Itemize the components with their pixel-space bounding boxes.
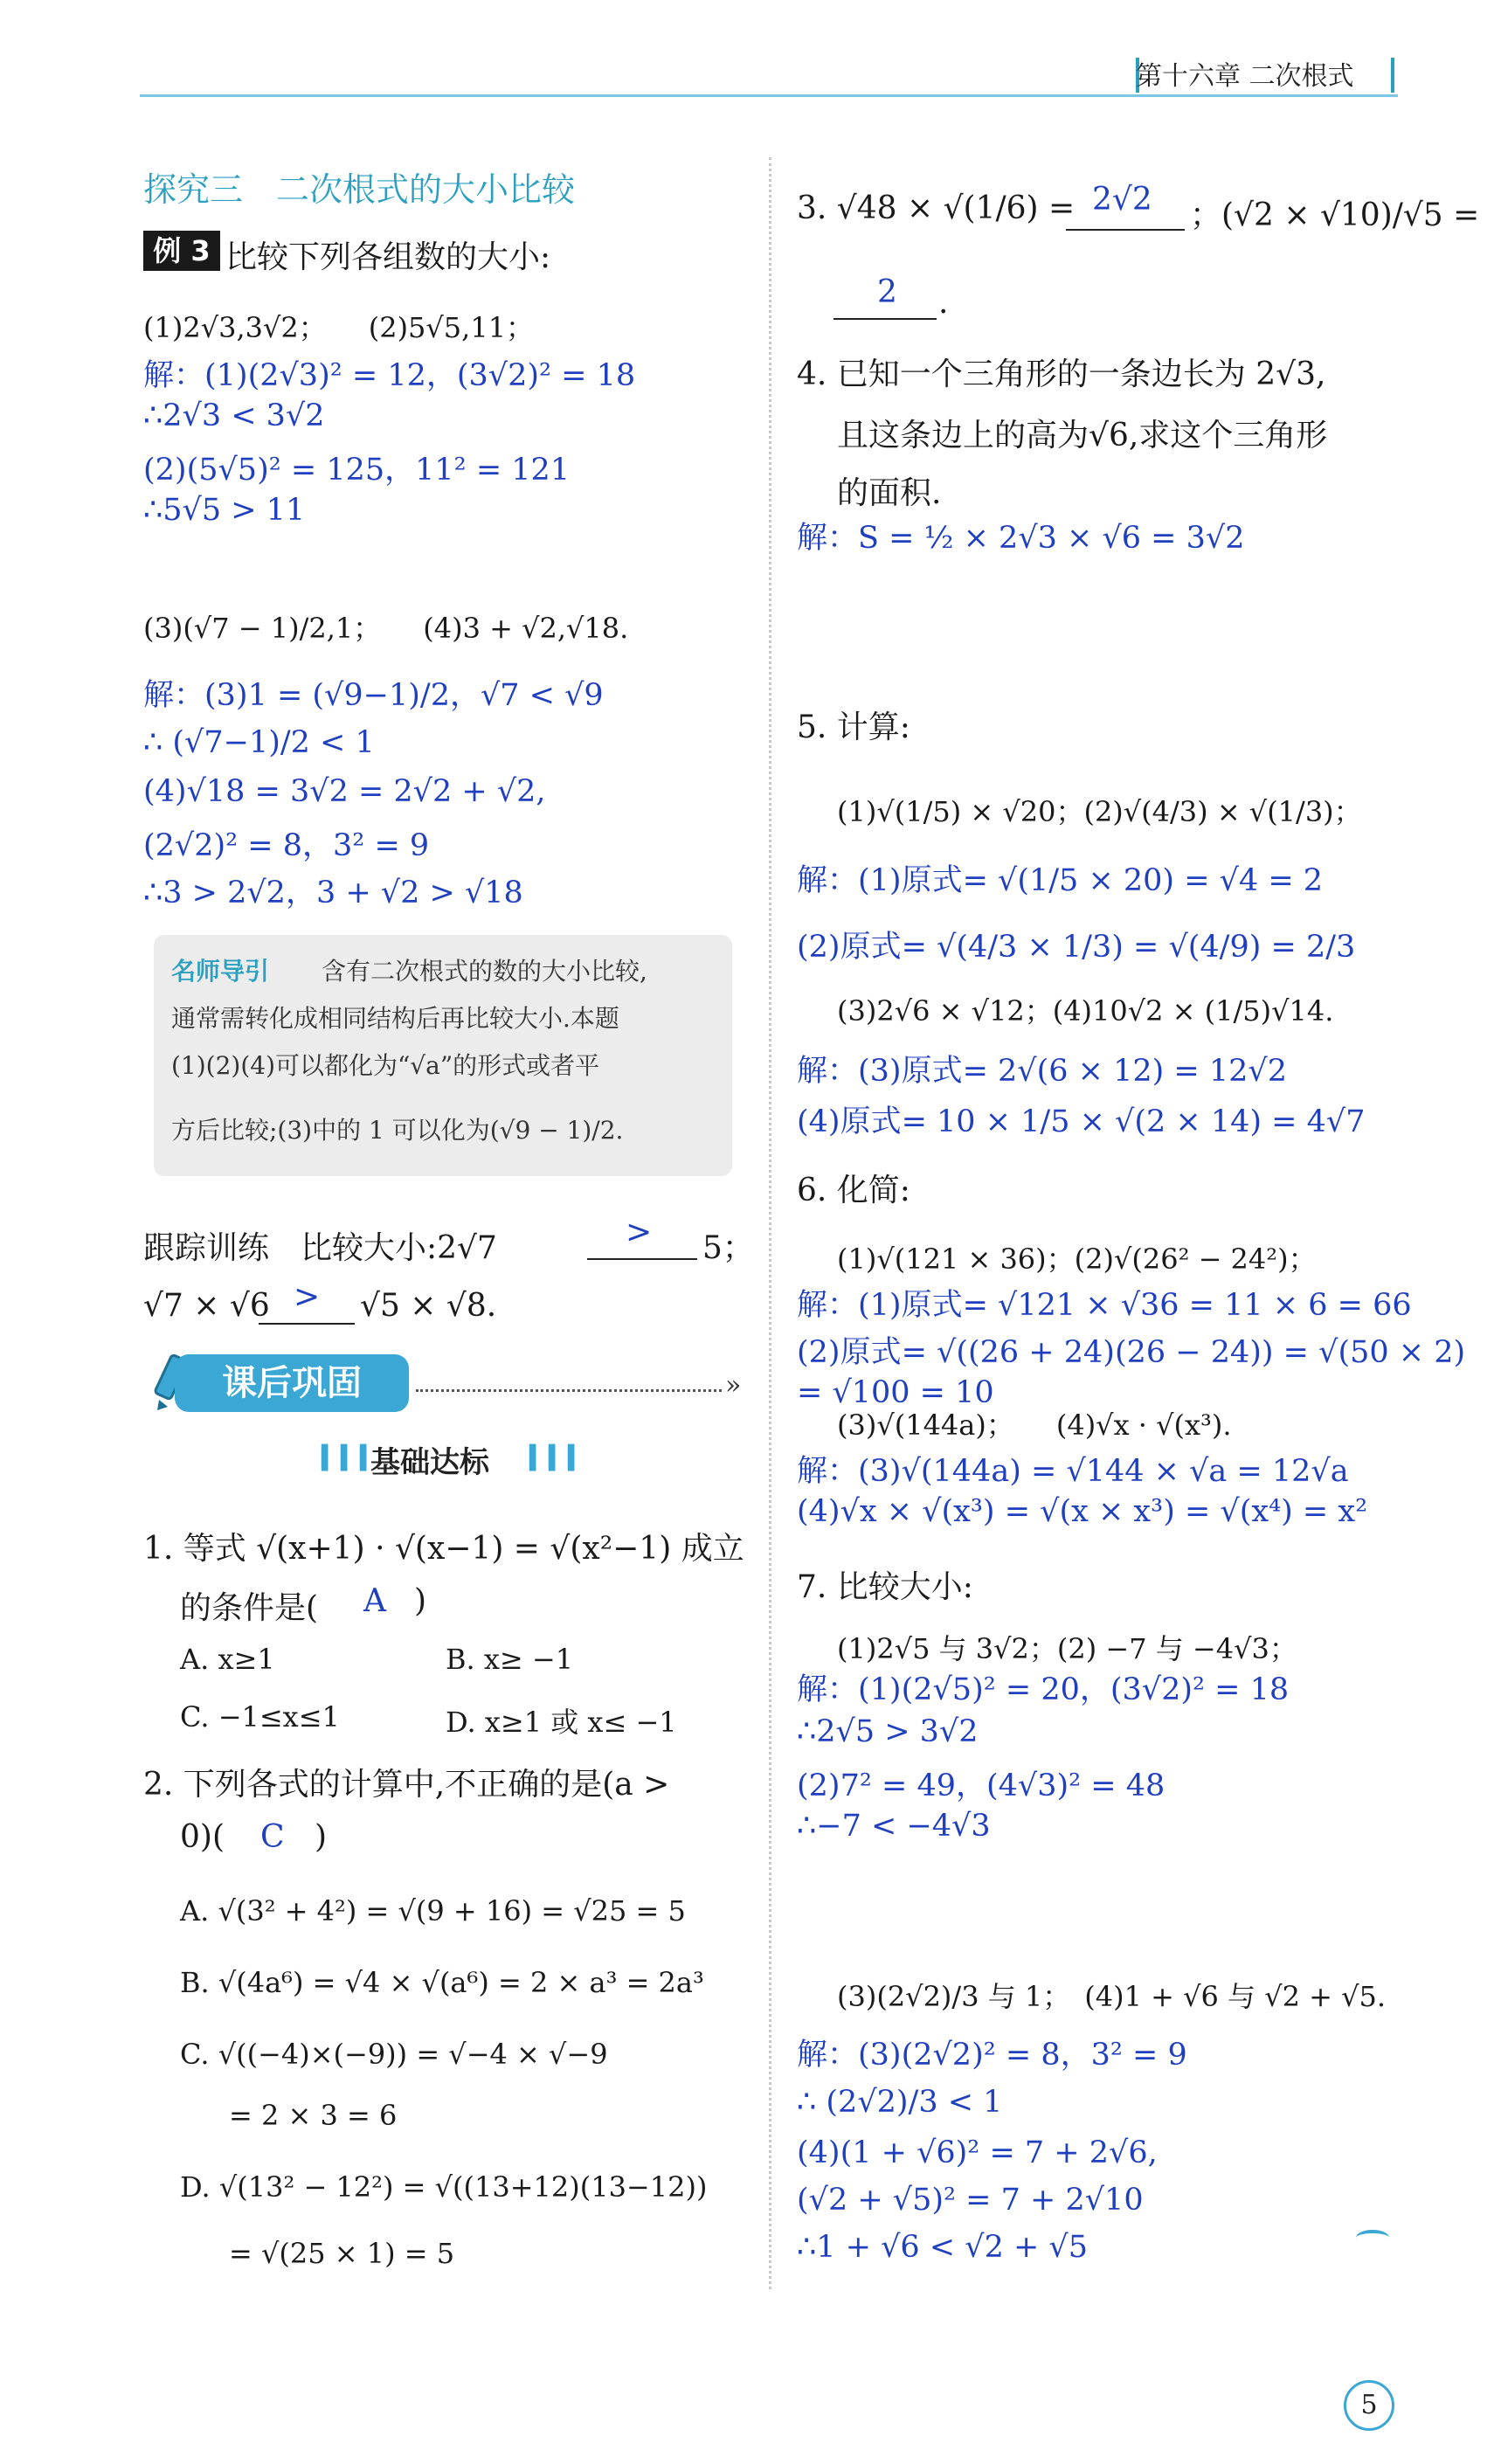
option-a: A. x≥1 <box>180 1643 275 1676</box>
tracking-line-2-suffix: √5 × √8. <box>360 1288 497 1324</box>
solution-line: (√2 + √5)² = 7 + 2√10 <box>797 2183 1144 2218</box>
option-b: B. √(4a⁶) = √4 × √(a⁶) = 2 × a³ = 2a³ <box>180 1966 704 1999</box>
question-1-stem: 1. 等式 √(x+1) · √(x−1) = √(x²−1) 成立 <box>143 1531 744 1567</box>
solution-line: 解：(3)√(144a) = √144 × √a = 12√a <box>797 1454 1349 1489</box>
solution-line: 解：(1)原式= √121 × √36 = 11 × 6 = 66 <box>797 1288 1412 1323</box>
solution-line: (4)(1 + √6)² = 7 + 2√6, <box>797 2135 1158 2170</box>
heading-bars-icon: ▍▍▍ <box>529 1445 587 1471</box>
solution-line: = √100 = 10 <box>797 1375 994 1410</box>
tip-line: 含有二次根式的数的大小比较, <box>322 957 647 986</box>
tip-line: (1)(2)(4)可以都化为“√a”的形式或者平 <box>171 1051 600 1080</box>
question-4-line: 且这条边上的高为√6,求这个三角形 <box>837 418 1328 453</box>
tracking-answer-2: > <box>294 1279 321 1315</box>
chevron-right-icon: » <box>725 1370 742 1401</box>
column-divider <box>769 157 771 2289</box>
solution-line: ∴3 > 2√2，3 + √2 > √18 <box>143 876 523 910</box>
question-2-stem: 2. 下列各式的计算中,不正确的是(a > <box>143 1767 670 1803</box>
solution-line: 解：(1)原式= √(1/5 × 20) = √4 = 2 <box>797 863 1324 898</box>
answer-blank <box>587 1258 697 1260</box>
after-class-banner: 课后巩固 <box>175 1354 409 1412</box>
solution-line: ∴−7 < −4√3 <box>797 1809 991 1844</box>
solution-line: 解：(1)(2√3)² = 12，(3√2)² = 18 <box>143 358 636 393</box>
option-c: C. √((−4)×(−9)) = √−4 × √−9 <box>180 2038 608 2071</box>
example-question-1-2: (1)2√3,3√2； (2)5√5,11； <box>143 311 535 344</box>
page-number: 5 <box>1344 2380 1394 2431</box>
option-b: B. x≥ −1 <box>446 1643 574 1676</box>
tracking-answer-1: > <box>626 1215 653 1250</box>
question-1-stem: 的条件是( <box>180 1590 319 1626</box>
option-c: C. −1≤x≤1 <box>180 1700 340 1734</box>
chapter-title: 第十六章 二次根式 <box>1136 61 1354 92</box>
question-6-items-3-4: (3)√(144a)； (4)√x · √(x³). <box>837 1408 1232 1442</box>
solution-line: ∴1 + √6 < √2 + √5 <box>797 2230 1088 2265</box>
question-6-items-1-2: (1)√(121 × 36)；(2)√(26² − 24²)； <box>837 1242 1317 1276</box>
section-title: 探究三 二次根式的大小比较 <box>143 170 576 209</box>
question-5-title: 5. 计算: <box>797 709 910 745</box>
example-question-3-4: (3)(√7 − 1)/2,1； (4)3 + √2,√18. <box>143 612 629 645</box>
solution-line: (4)√18 = 3√2 = 2√2 + √2, <box>143 774 546 809</box>
solution-line: (4)原式= 10 × 1/5 × √(2 × 14) = 4√7 <box>797 1104 1366 1139</box>
header-rule <box>140 94 1398 97</box>
question-6-title: 6. 化简: <box>797 1173 910 1208</box>
solution-line: ∴5√5 > 11 <box>143 493 306 528</box>
tip-line: 方后比较;(3)中的 1 可以化为(√9 − 1)/2. <box>171 1116 624 1145</box>
question-5-items-1-2: (1)√(1/5) × √20；(2)√(4/3) × √(1/3)； <box>837 795 1362 828</box>
question-7-items-3-4: (3)(2√2)/3 与 1； (4)1 + √6 与 √2 + √5. <box>837 1980 1387 2013</box>
option-a: A. √(3² + 4²) = √(9 + 16) = √25 = 5 <box>180 1894 686 1928</box>
basic-goal-title: 基础达标 <box>370 1445 489 1480</box>
question-5-items-3-4: (3)2√6 × √12；(4)10√2 × (1/5)√14. <box>837 994 1334 1028</box>
solution-line: (2√2)² = 8，3² = 9 <box>143 828 430 863</box>
option-c-result: = 2 × 3 = 6 <box>229 2099 398 2132</box>
option-d-result: = √(25 × 1) = 5 <box>229 2237 455 2270</box>
solution-line: 解：(3)原式= 2√(6 × 12) = 12√2 <box>797 1054 1287 1089</box>
question-3-answer-1: 2√2 <box>1092 182 1152 218</box>
solution-line: ∴2√5 > 3√2 <box>797 1714 979 1749</box>
solution-line: (2)原式= √(4/3 × 1/3) = √(4/9) = 2/3 <box>797 930 1356 965</box>
tracking-line-1-prefix: 跟踪训练 比较大小:2√7 <box>143 1230 497 1266</box>
question-2-stem: 0)( <box>180 1819 225 1855</box>
solution-line: (4)√x × √(x³) = √(x × x³) = √(x⁴) = x² <box>797 1494 1368 1529</box>
question-7-items-1-2: (1)2√5 与 3√2；(2) −7 与 −4√3； <box>837 1632 1297 1665</box>
tracking-line-1-suffix: 5； <box>702 1230 754 1266</box>
question-7-title: 7. 比较大小: <box>797 1569 973 1605</box>
solution-line: 解：(1)(2√5)² = 20，(3√2)² = 18 <box>797 1672 1290 1707</box>
solution-line: 解：(3)1 = (√9−1)/2，√7 < √9 <box>143 678 604 713</box>
solution-line: (2)原式= √((26 + 24)(26 − 24)) = √(50 × 2) <box>797 1335 1466 1370</box>
question-1-answer: A <box>363 1583 386 1619</box>
header-accent-bar <box>1391 58 1394 93</box>
banner-dotted-line <box>416 1389 722 1392</box>
question-3-end: . <box>938 285 949 321</box>
heading-bars-icon: ▍▍▍ <box>322 1445 379 1471</box>
question-2-close: ) <box>315 1819 328 1855</box>
option-d: D. x≥1 或 x≤ −1 <box>446 1706 677 1739</box>
question-1-close: ) <box>414 1583 427 1619</box>
decorative-arc <box>1356 2230 1389 2246</box>
question-3-part-2: ；(√2 × √10)/√5 = <box>1190 197 1480 233</box>
question-3-part-1: 3. √48 × √(1/6) = <box>797 190 1076 226</box>
question-3-answer-2: 2 <box>877 274 897 310</box>
solution-line: (2)7² = 49，(4√3)² = 48 <box>797 1768 1165 1803</box>
option-d: D. √(13² − 12²) = √((13+12)(13−12)) <box>180 2170 708 2204</box>
solution-line: (2)(5√5)² = 125，11² = 121 <box>143 453 571 488</box>
solution-line: ∴2√3 < 3√2 <box>143 398 325 433</box>
tip-line: 通常需转化成相同结构后再比较大小.本题 <box>171 1004 619 1033</box>
answer-blank <box>259 1323 355 1325</box>
question-4-line: 的面积. <box>837 475 942 511</box>
question-4-line: 4. 已知一个三角形的一条边长为 2√3, <box>797 356 1326 392</box>
question-2-answer: C <box>260 1819 285 1855</box>
example-prompt: 比较下列各组数的大小: <box>225 239 551 275</box>
answer-blank <box>833 318 937 320</box>
tracking-line-2-prefix: √7 × √6 <box>143 1288 270 1324</box>
solution-line: 解：(3)(2√2)² = 8，3² = 9 <box>797 2038 1187 2073</box>
question-4-solution: 解：S = ½ × 2√3 × √6 = 3√2 <box>797 521 1245 556</box>
solution-line: ∴ (√7−1)/2 < 1 <box>143 725 375 760</box>
answer-blank <box>1066 229 1185 231</box>
solution-line: ∴ (2√2)/3 < 1 <box>797 2085 1003 2120</box>
example-badge: 例 3 <box>143 231 220 271</box>
tip-label: 名师导引 <box>171 957 270 986</box>
